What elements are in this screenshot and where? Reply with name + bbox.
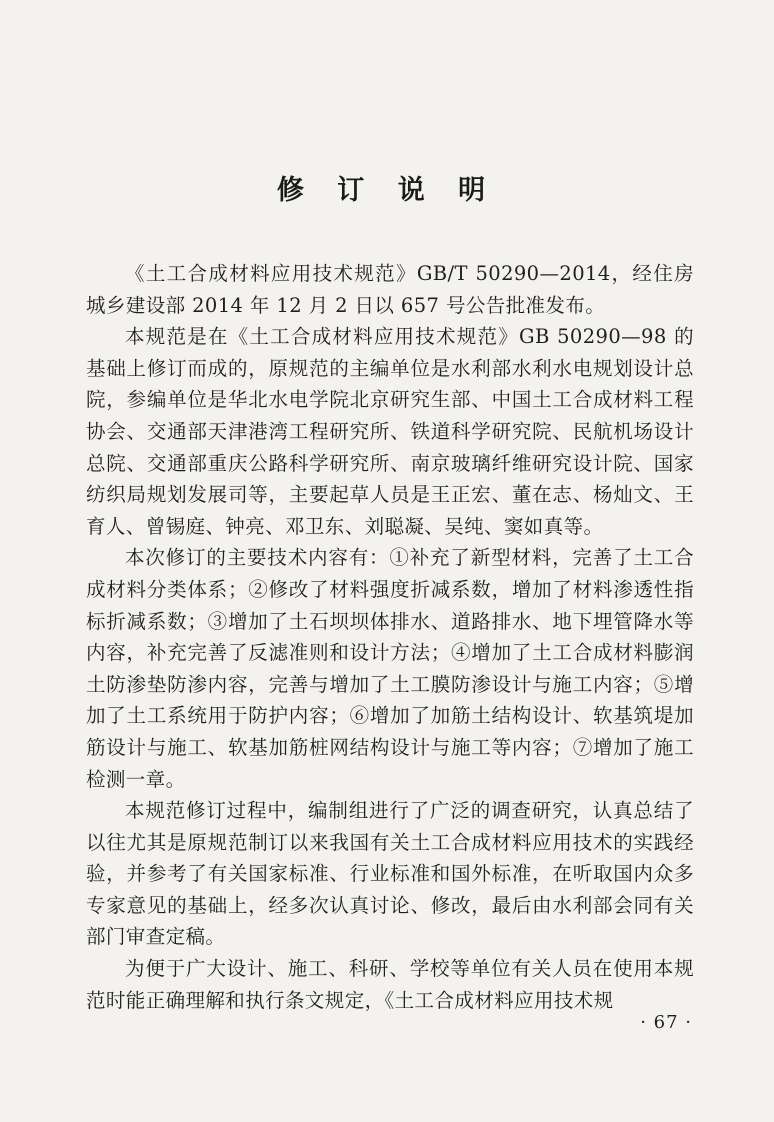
- paragraph-usage: 为便于广大设计、施工、科研、学校等单位有关人员在使用本规范时能正确理解和执行条文规定，《土工合成材料应用技术规: [86, 957, 694, 1012]
- page-number: · 67 ·: [640, 1012, 692, 1033]
- paragraph-approval: 《土工合成材料应用技术规范》GB/T 50290—2014，经住房城乡建设部 2014 年 12 月 2 日以 657 号公告批准发布。: [86, 262, 694, 317]
- paragraph-process: 本规范修订过程中，编制组进行了广泛的调查研究，认真总结了以往尤其是原规范制订以来我国有关土工合成材料应用技术的实践经验，并参考了有关国家标准、行业标准和国外标准，在听取国内众多专家意见的基础上，经多次认真讨论、修改，最后由水利部会同有关部门审查定稿。: [86, 799, 694, 949]
- paragraph-revisions: 本次修订的主要技术内容有：①补充了新型材料，完善了土工合成材料分类体系；②修改了材料强度折减系数，增加了材料渗透性指标折减系数；③增加了土石坝坝体排水、道路排水、地下埋管降水等内容，补充完善了反滤准则和设计方法；④增加了土工合成材料膨润土防渗垫防渗内容，完善与增加了土工膜防渗设计与施工内容；⑤增加了土工系统用于防护内容；⑥增加了加筋土结构设计、软基筑堤加筋设计与施工、软基加筋桩网结构设计与施工等内容；⑦增加了施工检测一章。: [86, 546, 694, 791]
- paragraph-history: 本规范是在《土工合成材料应用技术规范》GB 50290—98 的基础上修订而成的，原规范的主编单位是水利部水利水电规划设计总院，参编单位是华北水电学院北京研究生部、中国土工合成材料工程协会、交通部天津港湾工程研究所、铁道科学研究院、民航机场设计总院、交通部重庆公路科学研究所、南京玻璃纤维研究设计院、国家纺织局规划发展司等，主要起草人员是王正宏、董在志、杨灿文、王育人、曾锡庭、钟亮、邓卫东、刘聪凝、吴纯、窦如真等。: [86, 325, 694, 538]
- body-text: [86, 258, 694, 1016]
- page-title: 修 订 说 明: [276, 175, 498, 206]
